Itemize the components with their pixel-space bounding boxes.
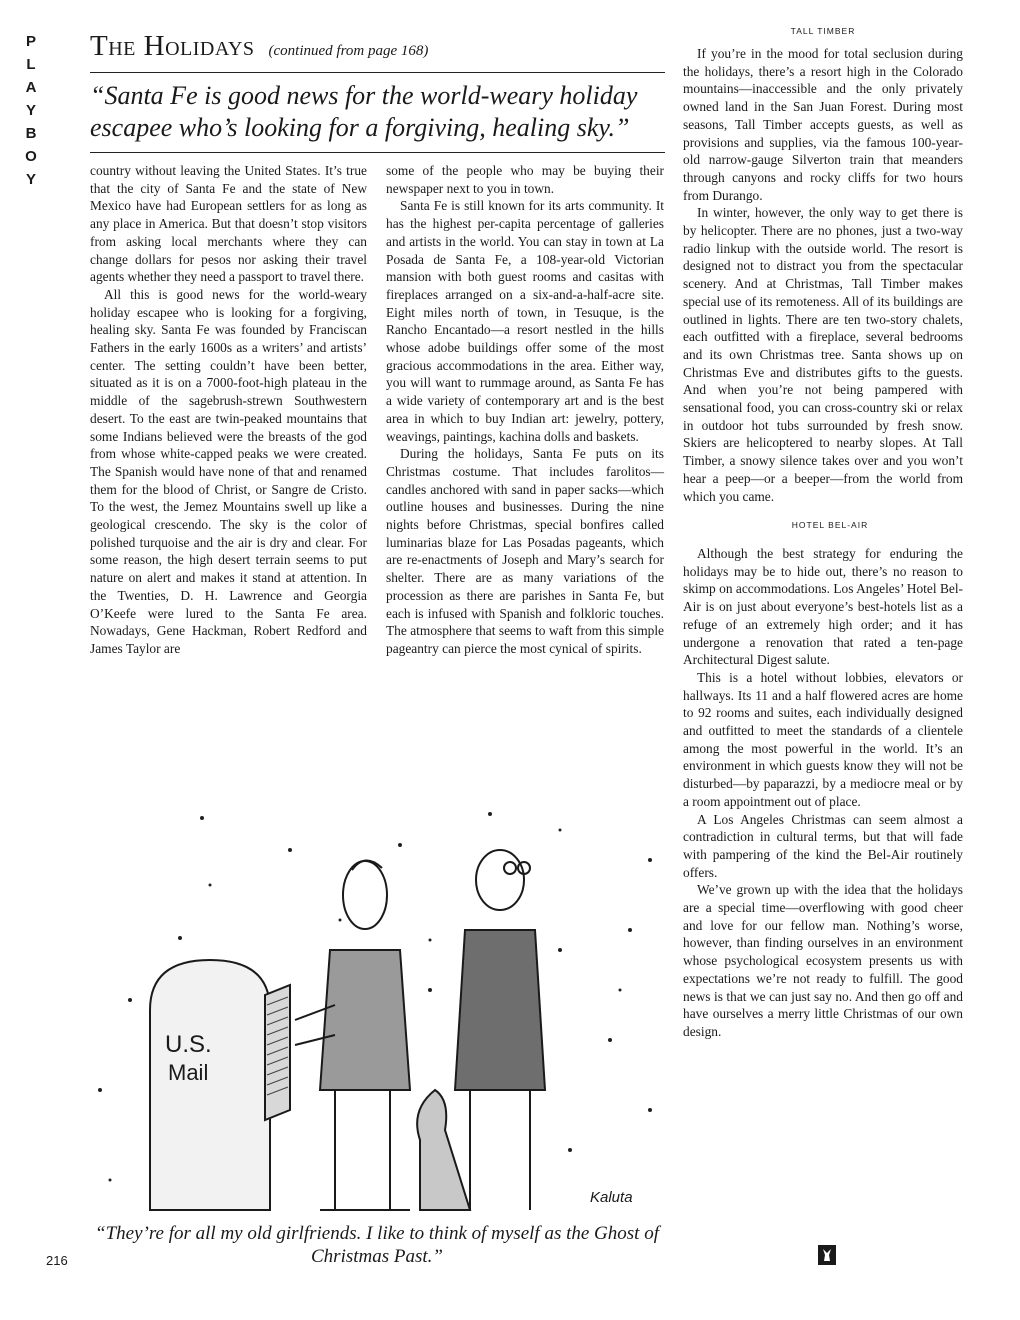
article-column-2	[386, 162, 664, 658]
dog	[417, 1090, 470, 1210]
magazine-name-vertical	[18, 30, 44, 191]
paragraph: If you’re in the mood for total seclusion during the holidays, there’s a resort high in the Colorado mountains—inaccessible and the only privately owned land in the San Juan Forest. During most seasons, Tall Timber accepts guests, as well as provisions and supplies, via the famous 100-year-old narrow-gauge Silverton train that meanders through canyons and rocky cliffs for two hours from Durango.	[683, 46, 963, 203]
magazine-letter: B	[25, 125, 37, 142]
paragraph: A Los Angeles Christmas can seem almost a contradiction in cultural terms, but that will fade with pampering of the kind the Bel-Air routinely offers.	[683, 811, 963, 880]
magazine-letter: L	[26, 56, 36, 73]
article-column-3	[683, 45, 963, 1041]
rabbit-head-end-mark-icon	[818, 1245, 836, 1265]
paragraph: In winter, however, the only way to get there is by helicopter. There are no phones, just a two-way radio linkup with the outside world. The resort is designed not to distract you from the spectacular scenery. And at Christmas, Tall Timber makes special use of its remoteness. All of its buildings are outlined in lights. There are ten two-story chalets, each outfitted with a fireplace, several bedrooms and its own Christmas tree. Santa shows up on Christmas Eve and distributes gifts to the guests. And when you’re not being pampered with sensational food, you can cross-country ski or relax in outdoor hot tubs surrounded by fresh snow. Skiers are helicoptered to nearby slopes. At Tall Timber, a snowy silence takes over and you won’t hear a peep—or a beeper—from the world from which you came.	[683, 205, 963, 504]
cartoon-caption: “They’re for all my old girlfriends. I like to think of myself as the Ghost of Christmas Past.”	[95, 1223, 659, 1267]
continued-note: (continued from page 168)	[268, 43, 429, 59]
paragraph: Although the best strategy for enduring the holidays may be to hide out, there’s no reason to skimp on accommodations. Los Angeles’ Hotel Bel-Air is on just about everyone’s best-hotels list as a refuge of an extremely high order; and it has undergone a renovation that rated a ten-page Architectural Digest salute.	[683, 545, 963, 668]
page-number: 216	[46, 1253, 68, 1268]
cartoonist-signature: Kaluta	[590, 1189, 633, 1206]
mailbox	[150, 960, 290, 1210]
paragraph: We’ve grown up with the idea that the holidays are a special time—overflowing with good cheer and love for our fellow man. Nothing’s worse, however, than finding ourselves in an environment whose psychological ecosystem presents us with expectations we’re not ready to fulfill. The good news is that we can just say no. And then go off and have ourselves a merry little Christmas of our own design.	[683, 882, 963, 1039]
mailbox-label-mail: Mail	[168, 1060, 209, 1085]
paragraph: some of the people who may be buying their newspaper next to you in town.	[386, 163, 664, 196]
article-column-1	[90, 162, 367, 658]
title-rule	[90, 72, 665, 73]
paragraph: This is a hotel without lobbies, elevators or hallways. Its 11 and a half flowered acres are home to 92 rooms and suites, each individually designed and outfitted to meet the standards of a clientele among the most powerful in the world. It’s an environment in which guests know they will not be disturbed—by paparazzi, by a mediocre meal or by a room appointment out of place.	[683, 669, 963, 809]
mailbox-label-us: U.S.	[165, 1031, 212, 1058]
magazine-letter: A	[25, 79, 37, 96]
subhead-hotel-bel-air: HOTEL BEL-AIR	[791, 520, 869, 531]
paragraph: All this is good news for the world-weary holiday escapee who is looking for a forgiving, healing sky. Santa Fe was founded by Franciscan Fathers in the early 1600s as a writers’ and artists’ center. The setting couldn’t have been better, situated as it is on a 7000-foot-high plateau in the middle of the sagebrush-strewn Southwestern desert. To the east are twin-peaked mountains that some Indians believed were the breasts of the god from whose white-capped peaks we were created. The Spanish would have none of that and renamed them for the blood of Christ, or Sangre de Cristo. To the west, the Jemez Mountains swell up like a geological crescendo. The sky is the color of polished turquoise and the air is dry and clear. For some reason, the high desert terrain seems to put nature on alert and makes it stand at attention. In the Twenties, D. H. Lawrence and Georgia O’Keefe were lured to the Santa Fe area. Nowadays, Gene Hackman, Robert Redford and James Taylor are	[90, 286, 367, 656]
subhead-tall-timber: TALL TIMBER	[790, 26, 856, 36]
pull-quote-rule	[90, 152, 665, 153]
magazine-letter: O	[25, 148, 37, 165]
second-man	[455, 850, 545, 1210]
section-title	[90, 30, 670, 63]
magazine-letter: P	[25, 33, 36, 50]
magazine-letter: Y	[25, 102, 36, 119]
paragraph: Santa Fe is still known for its arts community. It has the highest per-capita percentage of galleries and artists in the world. You can stay in town at La Posada de Santa Fe, a 108-year-old Victorian mansion with both guest rooms and casitas with fireplaces arranged on a six-and-a-half-acre site. Eight miles north of town, in Tesuque, is the Rancho Encantado—a resort nestled in the hills whose adobe buildings offer some of the most gracious accommodations in the area. Either way, you will want to rummage around, as Santa Fe has a wide variety of contemporary art and is the best area in which to buy Indian art: jewelry, pottery, weavings, paintings, kachina dolls and baskets.	[386, 198, 664, 444]
cartoon-illustration	[90, 790, 664, 1220]
man-with-letters	[295, 860, 410, 1210]
pull-quote: “Santa Fe is good news for the world-weary holiday escapee who’s looking for a forgiving, healing sky.”	[90, 81, 638, 142]
section-title-text: The Holidays	[90, 30, 255, 62]
magazine-letter: Y	[25, 171, 36, 188]
paragraph: During the holidays, Santa Fe puts on its Christmas costume. That includes farolitos—candles anchored with sand in paper sacks—which outline houses and businesses. During the nine nights before Christmas, special bonfires called luminarias blaze for Las Posadas pageants, which are re-enactments of Joseph and Mary’s search for shelter. There are as many variations of the procession as there are parishes in Santa Fe, but each is infused with Spanish and folkloric touches. The atmosphere that seems to waft from this simple pageantry can pierce the most cynical of spirits.	[386, 446, 664, 656]
paragraph: country without leaving the United States. It’s true that the city of Santa Fe and the state of New Mexico have had European settlers for as long as any place in America. But that doesn’t stop visitors from asking local merchants where they can change dollars for pesos nor asking their travel agents whether they need a passport to travel there.	[90, 163, 367, 285]
